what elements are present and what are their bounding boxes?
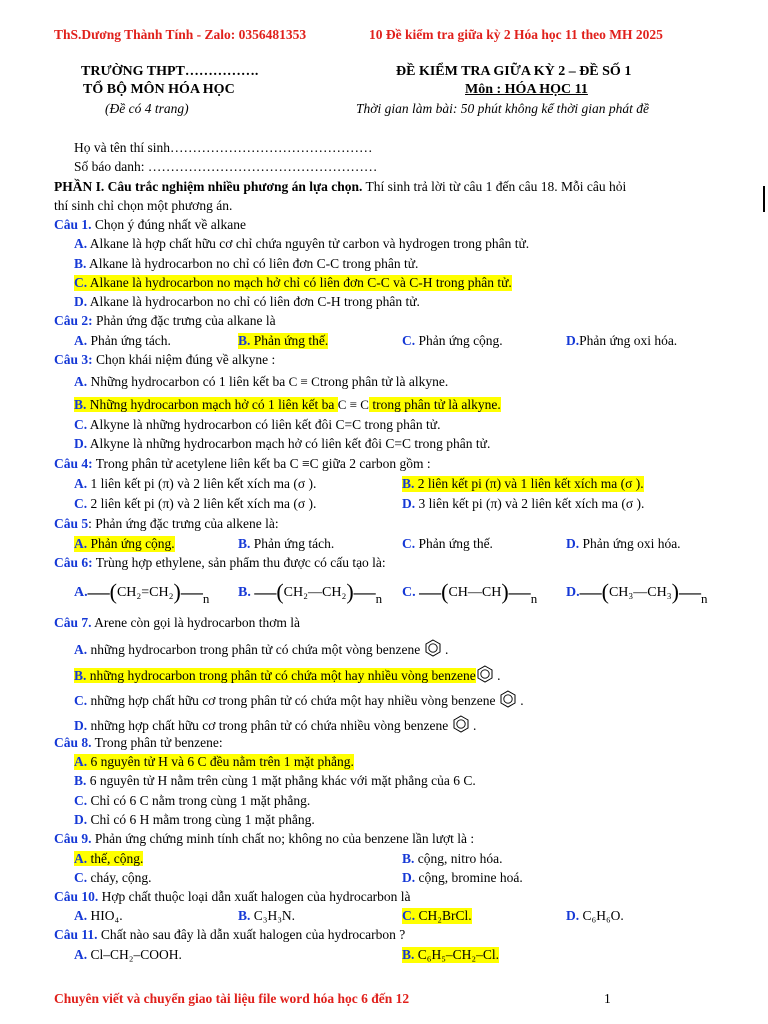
option-text: thế, cộng. — [90, 851, 144, 866]
q8-text: Trong phân tử benzene: — [91, 735, 223, 750]
option-label: B. — [74, 256, 87, 271]
option-text: C₃H₃N. — [253, 908, 296, 923]
option-text: 3 liên kết pi (π) và 2 liên kết xích ma (σ ). — [418, 496, 645, 511]
option-label: B. — [238, 585, 251, 600]
q1-number: Câu 1. — [54, 217, 92, 232]
option-text: 1 liên kết pi (π) và 2 liên kết xích ma (σ ). — [90, 476, 317, 491]
department: TỔ BỘ MÔN HÓA HỌC — [83, 82, 235, 97]
option-label: D. — [566, 333, 580, 348]
q1-option-a[interactable] — [74, 236, 529, 252]
polymer-n: n — [375, 591, 383, 606]
q5-option-c[interactable] — [402, 536, 493, 552]
student-id-line: Số báo danh: …………………………………………… — [74, 159, 378, 174]
polymer-unit: CH₂=CH₂ — [116, 585, 174, 600]
header-author: ThS.Dương Thành Tính - Zalo: 0356481353 — [54, 27, 307, 42]
option-label: D. — [74, 294, 88, 309]
school-name: TRƯỜNG THPT……………. — [81, 64, 259, 79]
option-label: D. — [74, 718, 88, 733]
option-text: trong phân tử là alkyne. — [319, 374, 449, 389]
q7-number: Câu 7. — [54, 615, 92, 630]
benzene-ring-icon — [476, 665, 494, 683]
q3-option-d[interactable] — [74, 436, 490, 452]
q2-option-c[interactable] — [402, 333, 503, 349]
q2-option-d[interactable] — [566, 333, 677, 349]
question-4 — [54, 456, 431, 472]
option-label: D. — [402, 496, 416, 511]
q9-text: Phản ứng chứng minh tính chất no; không no của benzene lần lượt là : — [91, 831, 475, 846]
q7-option-d[interactable]: D. những hợp chất hữu cơ trong phân tử có chứa nhiều vòng benzene . — [74, 715, 476, 734]
option-label: C. — [74, 275, 88, 290]
q2-text: Phản ứng đặc trưng của alkane là — [92, 313, 276, 328]
option-label: C. — [74, 870, 88, 885]
q8-number: Câu 8. — [54, 735, 92, 750]
question-7 — [54, 615, 300, 631]
option-label: D. — [74, 436, 88, 451]
option-label: A. — [74, 476, 88, 491]
option-label: A. — [74, 908, 88, 923]
polymer-n: n — [202, 591, 210, 606]
option-label: A. — [74, 333, 88, 348]
q5-number: Câu 5 — [54, 516, 89, 531]
option-text: Phản ứng cộng. — [90, 536, 175, 551]
part1-title: PHẦN I. Câu trắc nghiệm nhiều phương án lựa chọn. — [54, 179, 363, 194]
option-label: B. — [74, 773, 87, 788]
part1-header — [54, 179, 626, 195]
q10-option-c[interactable] — [402, 908, 472, 924]
option-text: Phản ứng tách. — [253, 536, 335, 551]
q4-option-c[interactable] — [74, 496, 316, 512]
option-label: D. — [566, 585, 580, 600]
q9-option-c[interactable] — [74, 870, 151, 886]
option-text: những hydrocarbon trong phân tử có chứa một vòng benzene — [90, 642, 421, 657]
option-text: 2 liên kết pi (π) và 2 liên kết xích ma (σ ). — [90, 496, 317, 511]
q11-option-a[interactable] — [74, 947, 182, 963]
subject: Môn : HÓA HỌC 11 — [465, 82, 588, 97]
option-text: Alkyne là những hydrocarbon có liên kết đôi C=C trong phân tử. — [89, 417, 441, 432]
q7-text: Arene còn gọi là hydrocarbon thơm là — [91, 615, 300, 630]
option-text: HIO₄. — [90, 908, 123, 923]
benzene-ring-icon — [424, 639, 442, 657]
option-label: D. — [566, 908, 580, 923]
q11-number: Câu 11. — [54, 927, 98, 942]
q2-option-b[interactable] — [238, 333, 328, 349]
option-label: C. — [74, 793, 88, 808]
q9-number: Câu 9. — [54, 831, 92, 846]
option-text: Những hydrocarbon có 1 liên kết ba — [90, 374, 289, 389]
q6-option-d[interactable]: $D.—(CH_3—CH_3)—_n$ — [566, 579, 708, 606]
exam-title: ĐỀ KIỂM TRA GIỮA KỲ 2 – ĐỀ SỐ 1 — [396, 64, 632, 79]
polymer-unit: CH₃—CH₃ — [608, 585, 672, 600]
option-text: CH₂BrCl. — [418, 908, 472, 923]
option-text: cộng, nitro hóa. — [417, 851, 503, 866]
exam-time: Thời gian làm bài: 50 phút không kể thời gian phát đề — [356, 101, 650, 116]
option-text: Alkane là hydrocarbon no chỉ có liên đơn C-H trong phân tử. — [89, 294, 420, 309]
option-text: Chỉ có 6 C nằm trong cùng 1 mặt phẳng. — [90, 793, 311, 808]
question-11 — [54, 927, 405, 943]
option-label: C. — [402, 908, 416, 923]
question-2 — [54, 313, 276, 329]
option-text: 6 nguyên tử H và 6 C đều nằm trên 1 mặt phẳng. — [90, 754, 354, 769]
option-text: Alkane là hợp chất hữu cơ chỉ chứa nguyên tử carbon và hydrogen trong phân tử. — [89, 236, 530, 251]
q9-option-a[interactable] — [74, 851, 143, 867]
option-label: B. — [238, 908, 251, 923]
option-label: B. — [238, 333, 251, 348]
q8-option-b[interactable] — [74, 773, 476, 789]
q6-text: Trùng hợp ethylene, sản phẩm thu được có cấu tạo là: — [92, 555, 386, 570]
q10-option-b[interactable] — [238, 908, 295, 924]
option-text: Phản ứng thế. — [253, 333, 329, 348]
option-label: D. — [74, 812, 88, 827]
option-label: B. — [74, 397, 87, 412]
q1-option-c[interactable] — [74, 275, 512, 291]
option-text: Phản ứng cộng. — [418, 333, 503, 348]
option-text: 6 nguyên tử H nằm trên cùng 1 mặt phẳng khác với mặt phẳng của 6 C. — [89, 773, 476, 788]
benzene-ring-icon — [499, 690, 517, 708]
option-text: 2 liên kết pi (π) và 1 liên kết xích ma (σ ). — [417, 476, 644, 491]
option-label: D. — [566, 536, 580, 551]
option-text: những hợp chất hữu cơ trong phân tử có chứa một hay nhiều vòng benzene — [90, 693, 496, 708]
q4-text: Trong phân tử acetylene liên kết ba C ≡C giữa 2 carbon gồm : — [92, 456, 431, 471]
triple-bond-formula: C ≡ C — [337, 397, 369, 412]
page-number: 1 — [604, 991, 611, 1006]
option-text: cháy, cộng. — [90, 870, 152, 885]
q5-option-a[interactable] — [74, 536, 175, 552]
option-text: C₆H₆O. — [582, 908, 624, 923]
q6-option-c[interactable]: C. $—(CH—CH)—_n$ — [402, 579, 538, 606]
option-label: C. — [74, 417, 88, 432]
option-text: Phản ứng oxi hóa. — [579, 333, 678, 348]
option-text: trong phân tử là alkyne. — [368, 397, 501, 412]
q9-option-b[interactable] — [402, 851, 503, 867]
benzene-ring-icon — [452, 715, 470, 733]
option-text: Alkane là hydrocarbon no mạch hở chỉ có liên đơn C-C và C-H trong phân tử. — [89, 275, 512, 290]
option-text: cộng, bromine hoá. — [418, 870, 523, 885]
part1-instruction-2: thí sinh chỉ chọn một phương án. — [54, 198, 233, 213]
q1-option-b[interactable] — [74, 256, 418, 272]
q3-option-a[interactable] — [74, 374, 448, 390]
q10-text: Hợp chất thuộc loại dẫn xuất halogen của hydrocarbon là — [98, 889, 411, 904]
q9-option-d[interactable] — [402, 870, 523, 886]
q2-option-a[interactable] — [74, 333, 171, 349]
question-5 — [54, 516, 279, 532]
option-label: C. — [402, 333, 416, 348]
question-3 — [54, 352, 275, 368]
q5-option-b[interactable] — [238, 536, 334, 552]
option-label: D. — [402, 870, 416, 885]
q1-text: Chọn ý đúng nhất về alkane — [91, 217, 246, 232]
option-label: C. — [402, 536, 416, 551]
margin-marker — [763, 186, 765, 212]
option-text: những hợp chất hữu cơ trong phân tử có chứa nhiều vòng benzene — [90, 718, 449, 733]
header-series: 10 Đề kiểm tra giữa kỳ 2 Hóa học 11 theo MH 2025 — [369, 27, 663, 42]
option-text: những hydrocarbon trong phân tử có chứa một hay nhiều vòng benzene — [89, 668, 476, 683]
q3-option-c[interactable] — [74, 417, 440, 433]
option-text: Phản ứng tách. — [90, 333, 171, 348]
question-1 — [54, 217, 246, 233]
q10-option-d[interactable] — [566, 908, 624, 924]
q8-option-d[interactable] — [74, 812, 315, 828]
option-label: A. — [74, 236, 88, 251]
q11-option-b[interactable] — [402, 947, 499, 963]
polymer-unit: CH₂—CH₂ — [283, 585, 347, 600]
part1-instruction: Thí sinh trả lời từ câu 1 đến câu 18. Mỗi câu hỏi — [362, 179, 627, 194]
option-text: Phản ứng thế. — [418, 536, 493, 551]
q3-number: Câu 3: — [54, 352, 93, 367]
option-label: B. — [402, 476, 415, 491]
q3-text: Chọn khái niệm đúng về alkyne : — [92, 352, 276, 367]
option-text: C₆H₅–CH₂–Cl. — [417, 947, 500, 962]
option-text: Chỉ có 6 H mằm trong cùng 1 mặt phẳng. — [90, 812, 315, 827]
option-label: A. — [74, 754, 88, 769]
q6-option-a[interactable]: $A.—(CH_2=CH_2)—_n$ — [74, 579, 210, 606]
q5-text: : Phản ứng đặc trưng của alkene là: — [88, 516, 279, 531]
q7-option-a[interactable]: A. những hydrocarbon trong phân tử có chứa một vòng benzene . — [74, 639, 448, 658]
q4-option-a[interactable] — [74, 476, 316, 492]
option-label: A. — [74, 642, 88, 657]
option-label: B. — [238, 536, 251, 551]
option-label: B. — [402, 947, 415, 962]
option-text: Những hydrocarbon mạch hở có 1 liên kết ba — [89, 397, 338, 412]
triple-bond-formula: C ≡ C — [288, 374, 320, 389]
option-label: A. — [74, 947, 88, 962]
q1-option-d[interactable] — [74, 294, 420, 310]
option-text: Alkyne là những hydrocarbon mạch hở có liên kết đôi C=C trong phân tử. — [89, 436, 491, 451]
polymer-n: n — [530, 591, 538, 606]
option-label: A. — [74, 374, 88, 389]
q3-option-b[interactable] — [74, 397, 501, 413]
q6-number: Câu 6: — [54, 555, 93, 570]
polymer-n: n — [700, 591, 708, 606]
option-label: A. — [74, 585, 88, 600]
option-label: B. — [74, 668, 87, 683]
footer-text: Chuyên viết và chuyển giao tài liệu file word hóa học 6 đến 12 — [54, 991, 410, 1006]
student-name-line: Họ và tên thí sinh……………………………………… — [74, 140, 373, 155]
q10-number: Câu 10. — [54, 889, 99, 904]
q5-option-d[interactable] — [566, 536, 681, 552]
q11-text: Chất nào sau đây là dẫn xuất halogen của hydrocarbon ? — [97, 927, 406, 942]
option-label: A. — [74, 851, 88, 866]
question-10 — [54, 889, 411, 905]
page-count: (Đề có 4 trang) — [105, 101, 189, 116]
question-6 — [54, 555, 386, 571]
option-label: C. — [74, 496, 88, 511]
q4-option-b[interactable] — [402, 476, 644, 492]
q10-option-a[interactable] — [74, 908, 123, 924]
option-label: A. — [74, 536, 88, 551]
option-label: C. — [74, 693, 88, 708]
option-label: C. — [402, 585, 416, 600]
q7-option-c[interactable]: C. những hợp chất hữu cơ trong phân tử có chứa một hay nhiều vòng benzene . — [74, 690, 524, 709]
q8-option-a[interactable] — [74, 754, 354, 770]
q4-number: Câu 4: — [54, 456, 93, 471]
q7-option-b[interactable]: B. những hydrocarbon trong phân tử có chứa một hay nhiều vòng benzene . — [74, 665, 501, 684]
question-8 — [54, 735, 223, 751]
option-text: Phản ứng oxi hóa. — [582, 536, 681, 551]
q8-option-c[interactable] — [74, 793, 310, 809]
polymer-unit: CH—CH — [448, 585, 502, 600]
q4-option-d[interactable] — [402, 496, 644, 512]
q2-number: Câu 2: — [54, 313, 93, 328]
option-label: B. — [402, 851, 415, 866]
q6-option-b[interactable]: B. $—(CH_2—CH_2)—_n$ — [238, 579, 383, 606]
question-9 — [54, 831, 474, 847]
option-text: Cl–CH₂–COOH. — [90, 947, 182, 962]
option-text: Alkane là hydrocarbon no chỉ có liên đơn C-C trong phân tử. — [89, 256, 419, 271]
